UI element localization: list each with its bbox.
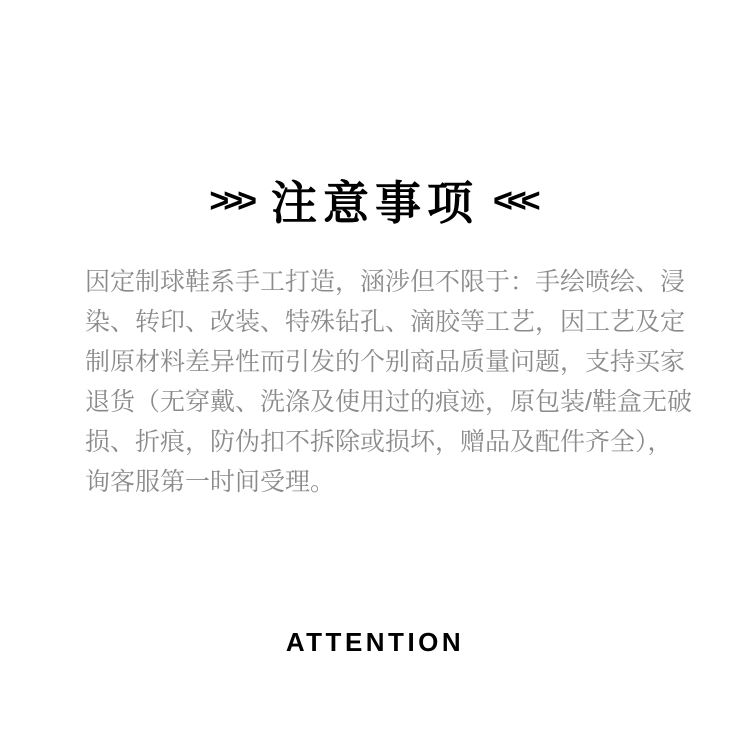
- notice-line-6: 询客服第一时间受理。: [85, 468, 336, 496]
- chevrons-left-icon: <<<: [493, 182, 535, 221]
- notice-line-4: 退货（无穿戴、洗涤及使用过的痕迹，原包装/鞋盒无破: [85, 388, 692, 416]
- notice-line-2: 染、转印、改装、特殊钻孔、滴胶等工艺，因工艺及定: [85, 308, 686, 336]
- notice-line-5: 损、折痕，防伪扣不拆除或损坏，赠品及配件齐全），: [85, 428, 673, 456]
- notice-body: [85, 262, 692, 502]
- attention-label: ATTENTION: [285, 627, 465, 657]
- chevrons-right-icon: >>>: [209, 182, 251, 221]
- page-title: [0, 178, 750, 229]
- title-text: 注意事项: [271, 177, 479, 229]
- notice-line-3: 制原材料差异性而引发的个别商品质量问题，支持买家: [85, 348, 686, 376]
- notice-line-1: 因定制球鞋系手工打造，涵涉但不限于：手绘喷绘、浸: [85, 268, 686, 296]
